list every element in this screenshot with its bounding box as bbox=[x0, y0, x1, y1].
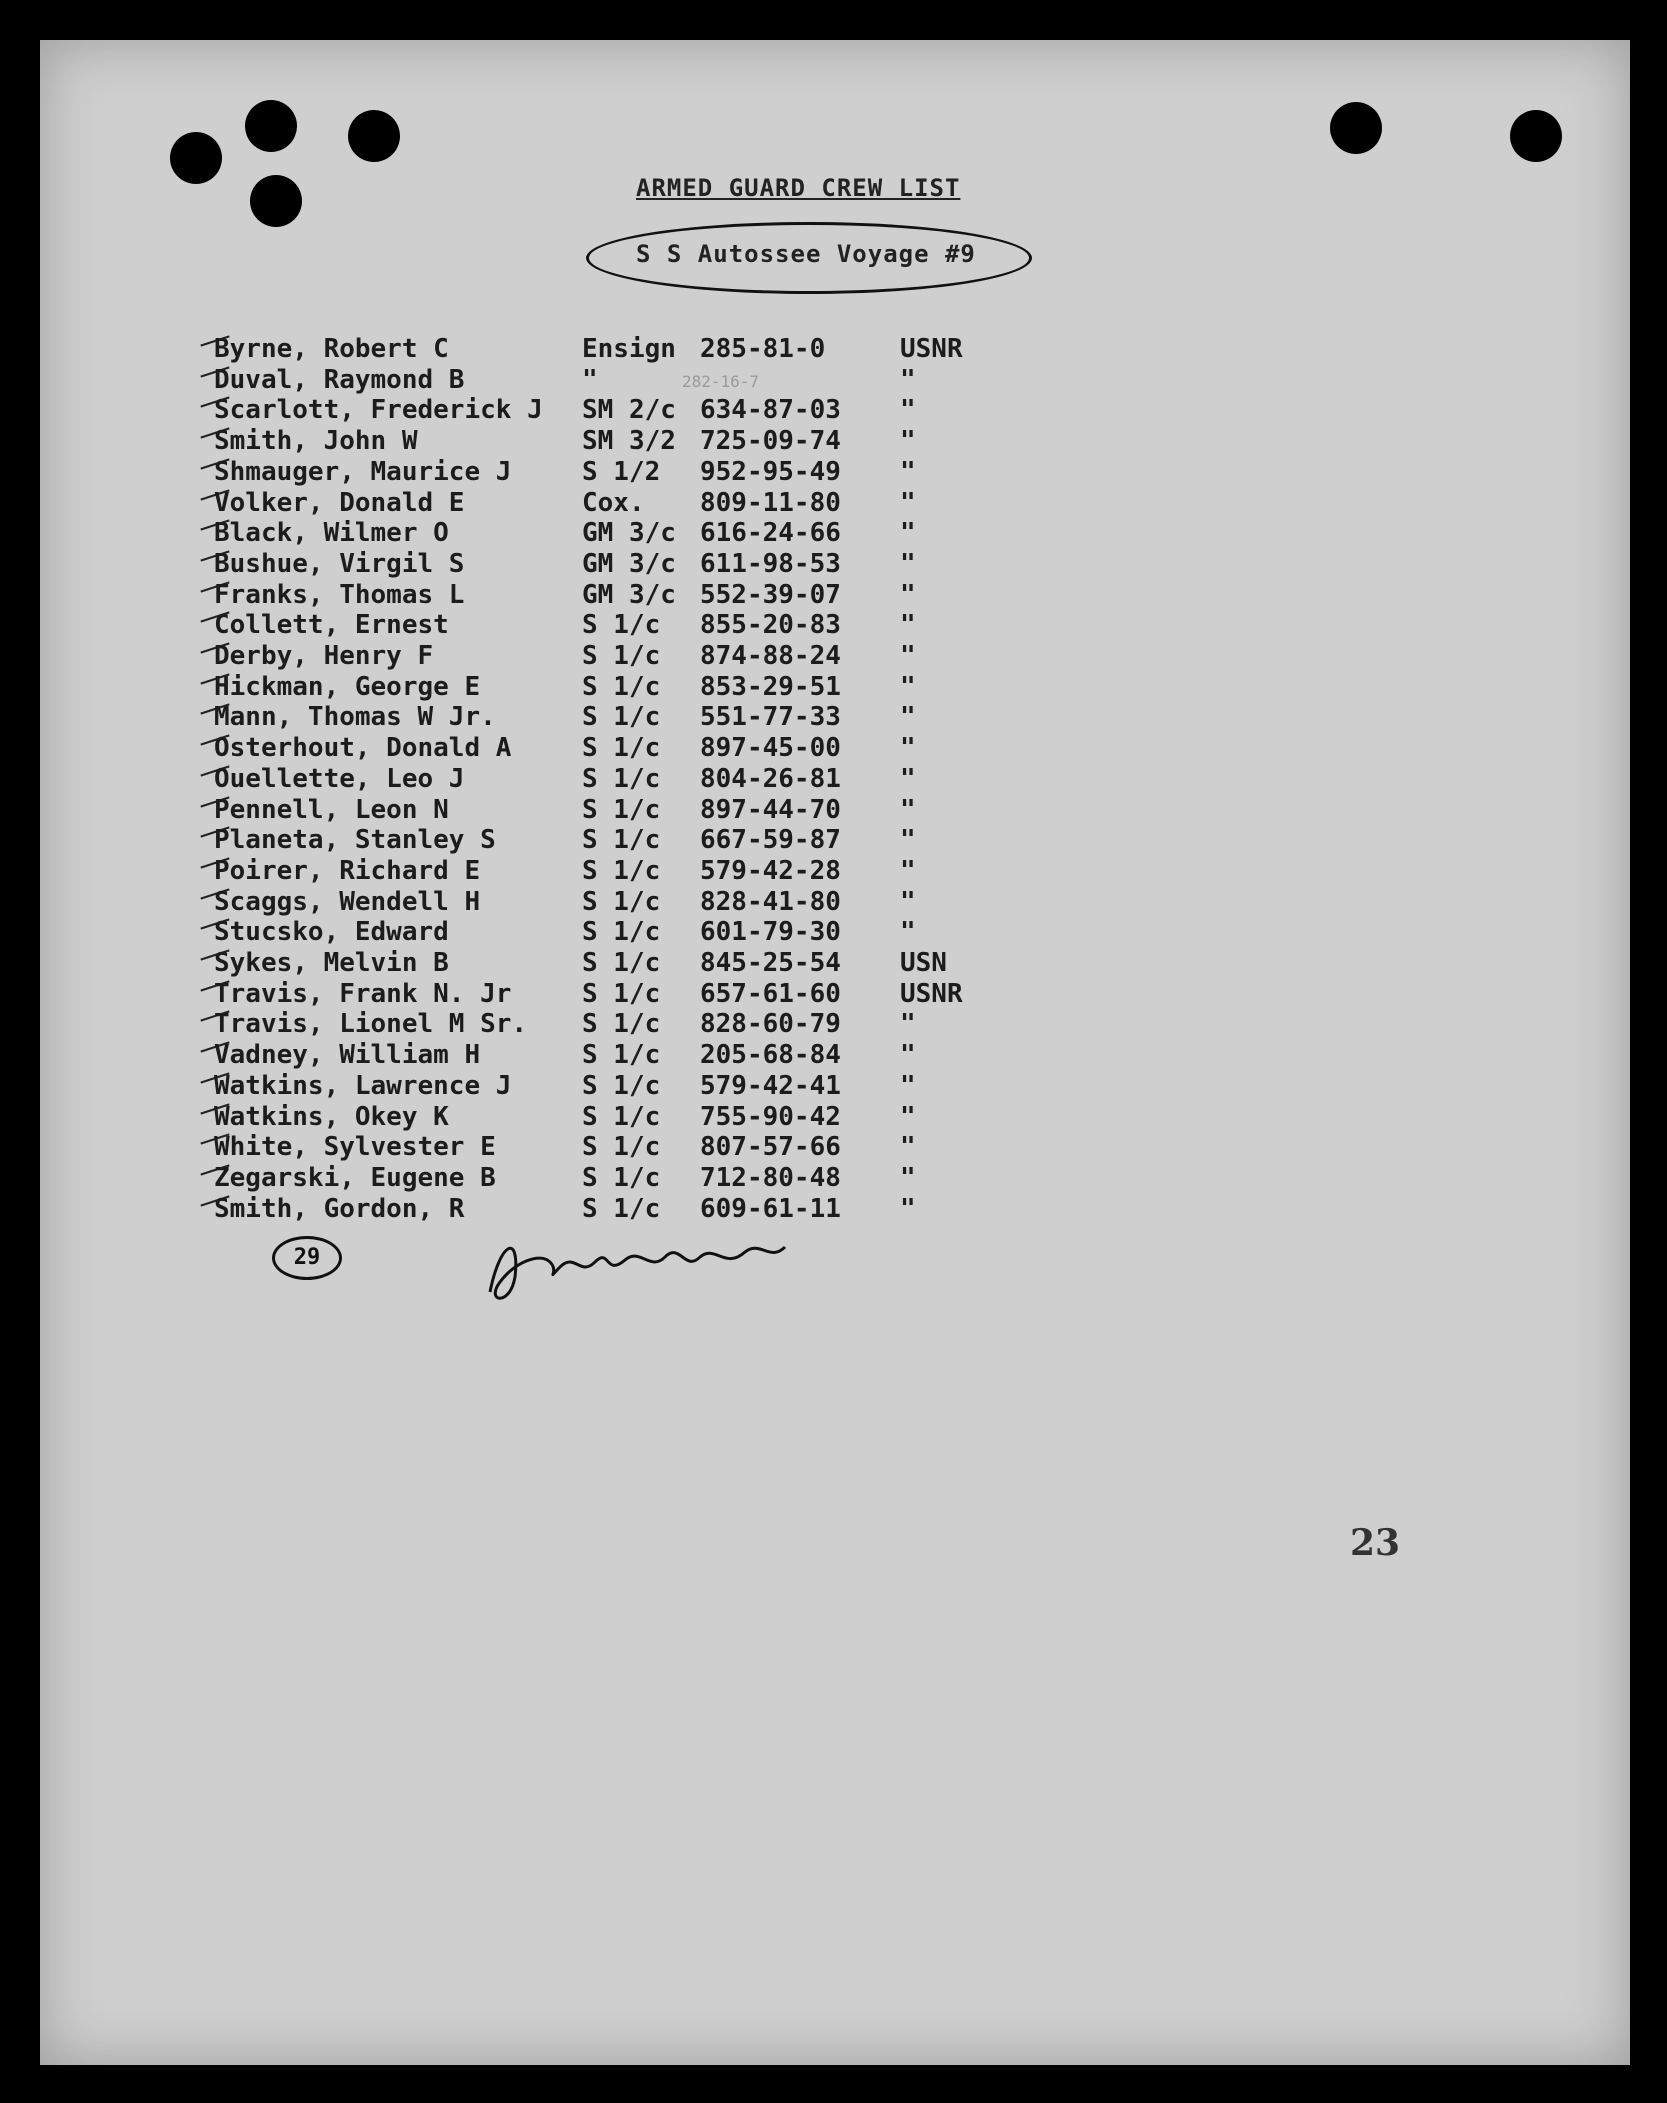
crew-name: Scarlott, Frederick J bbox=[214, 395, 543, 426]
crew-branch: USNR bbox=[900, 978, 963, 1009]
crew-name: Stucsko, Edward bbox=[214, 917, 449, 948]
punch-hole bbox=[250, 175, 302, 227]
crew-name: Collett, Ernest bbox=[214, 610, 449, 641]
crew-service-number: 611-98-53 bbox=[700, 548, 841, 579]
crew-service-number: 205-68-84 bbox=[700, 1040, 841, 1071]
crew-service-number: 634-87-03 bbox=[700, 395, 841, 426]
crew-name: Smith, John W bbox=[214, 426, 418, 457]
crew-service-number: 579-42-28 bbox=[700, 855, 841, 886]
crew-service-number: 601-79-30 bbox=[700, 917, 841, 948]
crew-name: Bushue, Virgil S bbox=[214, 548, 465, 579]
crew-rating: S 1/c bbox=[582, 1070, 661, 1101]
crew-rating: GM 3/c bbox=[582, 579, 676, 610]
crew-branch: " bbox=[900, 1162, 916, 1193]
crew-branch: " bbox=[900, 671, 916, 702]
crew-branch: " bbox=[900, 395, 916, 426]
crew-name: Osterhout, Donald A bbox=[214, 733, 512, 764]
crew-rating: S 1/c bbox=[582, 763, 661, 794]
crew-name: Sykes, Melvin B bbox=[214, 948, 449, 978]
crew-name: Black, Wilmer O bbox=[214, 518, 449, 549]
signature bbox=[480, 1222, 800, 1312]
crew-rating: SM 3/2 bbox=[582, 426, 676, 457]
crew-rating: S 1/c bbox=[582, 978, 661, 1009]
crew-branch: " bbox=[900, 426, 916, 457]
crew-branch: " bbox=[900, 825, 916, 856]
crew-branch: " bbox=[900, 364, 916, 395]
crew-name: Smith, Gordon, R bbox=[214, 1193, 465, 1224]
crew-rating: Ensign bbox=[582, 334, 676, 364]
crew-name: Travis, Frank N. Jr bbox=[214, 978, 512, 1009]
crew-rating: S 1/c bbox=[582, 702, 661, 733]
crew-rating: Cox. bbox=[582, 487, 645, 518]
crew-service-number: 755-90-42 bbox=[700, 1101, 841, 1132]
punch-hole bbox=[1330, 102, 1382, 154]
crew-name: White, Sylvester E bbox=[214, 1132, 496, 1163]
crew-service-number: 828-60-79 bbox=[700, 1009, 841, 1040]
crew-rating: S 1/c bbox=[582, 610, 661, 641]
crew-name: Zegarski, Eugene B bbox=[214, 1162, 496, 1193]
crew-rating: S 1/c bbox=[582, 1132, 661, 1163]
crew-name: Vadney, William H bbox=[214, 1040, 481, 1071]
crew-rating: S 1/c bbox=[582, 1009, 661, 1040]
crew-branch: " bbox=[900, 917, 916, 948]
crew-rating: S 1/c bbox=[582, 886, 661, 917]
crew-branch: " bbox=[900, 1193, 916, 1224]
crew-branch: " bbox=[900, 855, 916, 886]
crew-service-number: 952-95-49 bbox=[700, 456, 841, 487]
crew-branch: " bbox=[900, 456, 916, 487]
crew-branch: " bbox=[900, 487, 916, 518]
crew-branch: " bbox=[900, 794, 916, 825]
crew-rating: S 1/c bbox=[582, 1193, 661, 1224]
crew-name: Volker, Donald E bbox=[214, 487, 465, 518]
crew-service-number: 855-20-83 bbox=[700, 610, 841, 641]
crew-branch: " bbox=[900, 548, 916, 579]
crew-name: Ouellette, Leo J bbox=[214, 763, 465, 794]
crew-service-number: 657-61-60 bbox=[700, 978, 841, 1009]
stray-note: 282-16-7 bbox=[682, 372, 760, 391]
document-title: ARMED GUARD CREW LIST bbox=[636, 174, 961, 202]
crew-rating: S 1/c bbox=[582, 733, 661, 764]
crew-branch: USNR bbox=[900, 334, 963, 364]
crew-rating: S 1/c bbox=[582, 1101, 661, 1132]
crew-branch: " bbox=[900, 1132, 916, 1163]
crew-service-number: 807-57-66 bbox=[700, 1132, 841, 1163]
crew-branch: USN bbox=[900, 948, 947, 978]
punch-hole bbox=[170, 132, 222, 184]
crew-rating: S 1/c bbox=[582, 1162, 661, 1193]
crew-name: Scaggs, Wendell H bbox=[214, 886, 481, 917]
crew-rating: GM 3/c bbox=[582, 548, 676, 579]
crew-service-number: 609-61-11 bbox=[700, 1193, 841, 1224]
crew-service-number: 809-11-80 bbox=[700, 487, 841, 518]
crew-name: Shmauger, Maurice J bbox=[214, 456, 512, 487]
document-subtitle: S S Autossee Voyage #9 bbox=[636, 240, 976, 268]
crew-service-number: 551-77-33 bbox=[700, 702, 841, 733]
crew-name: Watkins, Okey K bbox=[214, 1101, 449, 1132]
crew-name: Planeta, Stanley S bbox=[214, 825, 496, 856]
crew-branch: " bbox=[900, 1009, 916, 1040]
crew-name: Watkins, Lawrence J bbox=[214, 1070, 512, 1101]
crew-rating: GM 3/c bbox=[582, 518, 676, 549]
crew-service-number: 712-80-48 bbox=[700, 1162, 841, 1193]
crew-branch: " bbox=[900, 702, 916, 733]
crew-service-number: 874-88-24 bbox=[700, 641, 841, 671]
crew-branch: " bbox=[900, 610, 916, 641]
crew-service-number: 579-42-41 bbox=[700, 1070, 841, 1101]
crew-rating: S 1/c bbox=[582, 917, 661, 948]
crew-rating: S 1/c bbox=[582, 825, 661, 856]
crew-rating: S 1/c bbox=[582, 1040, 661, 1071]
crew-rating: S 1/c bbox=[582, 794, 661, 825]
crew-service-number: 845-25-54 bbox=[700, 948, 841, 978]
crew-rating: S 1/2 bbox=[582, 456, 661, 487]
crew-service-number: 897-45-00 bbox=[700, 733, 841, 764]
crew-service-number: 285-81-0 bbox=[700, 334, 826, 364]
crew-rating: SM 2/c bbox=[582, 395, 676, 426]
crew-service-number: 725-09-74 bbox=[700, 426, 841, 457]
crew-branch: " bbox=[900, 518, 916, 549]
crew-service-number: 667-59-87 bbox=[700, 825, 841, 856]
crew-name: Pennell, Leon N bbox=[214, 794, 449, 825]
crew-branch: " bbox=[900, 579, 916, 610]
crew-branch: " bbox=[900, 733, 916, 764]
page-number: 23 bbox=[1350, 1522, 1401, 1564]
crew-branch: " bbox=[900, 1070, 916, 1101]
crew-rating: S 1/c bbox=[582, 641, 661, 671]
crew-service-number: 853-29-51 bbox=[700, 671, 841, 702]
punch-hole bbox=[1510, 110, 1562, 162]
crew-name: Byrne, Robert C bbox=[214, 334, 449, 364]
crew-branch: " bbox=[900, 641, 916, 671]
punch-hole bbox=[348, 110, 400, 162]
crew-rating: S 1/c bbox=[582, 671, 661, 702]
crew-branch: " bbox=[900, 1040, 916, 1071]
crew-name: Franks, Thomas L bbox=[214, 579, 465, 610]
crew-branch: " bbox=[900, 763, 916, 794]
crew-name: Duval, Raymond B bbox=[214, 364, 465, 395]
crew-name: Derby, Henry F bbox=[214, 641, 434, 671]
crew-service-number: 804-26-81 bbox=[700, 763, 841, 794]
circled-count: 29 bbox=[272, 1236, 342, 1280]
punch-hole bbox=[245, 100, 297, 152]
crew-service-number: 616-24-66 bbox=[700, 518, 841, 549]
crew-service-number: 828-41-80 bbox=[700, 886, 841, 917]
crew-name: Mann, Thomas W Jr. bbox=[214, 702, 496, 733]
crew-name: Hickman, George E bbox=[214, 671, 481, 702]
crew-name: Travis, Lionel M Sr. bbox=[214, 1009, 528, 1040]
crew-service-number: 552-39-07 bbox=[700, 579, 841, 610]
crew-branch: " bbox=[900, 1101, 916, 1132]
crew-service-number: 897-44-70 bbox=[700, 794, 841, 825]
crew-rating: " bbox=[582, 364, 598, 395]
crew-branch: " bbox=[900, 886, 916, 917]
crew-name: Poirer, Richard E bbox=[214, 855, 481, 886]
crew-rating: S 1/c bbox=[582, 855, 661, 886]
crew-rating: S 1/c bbox=[582, 948, 661, 978]
